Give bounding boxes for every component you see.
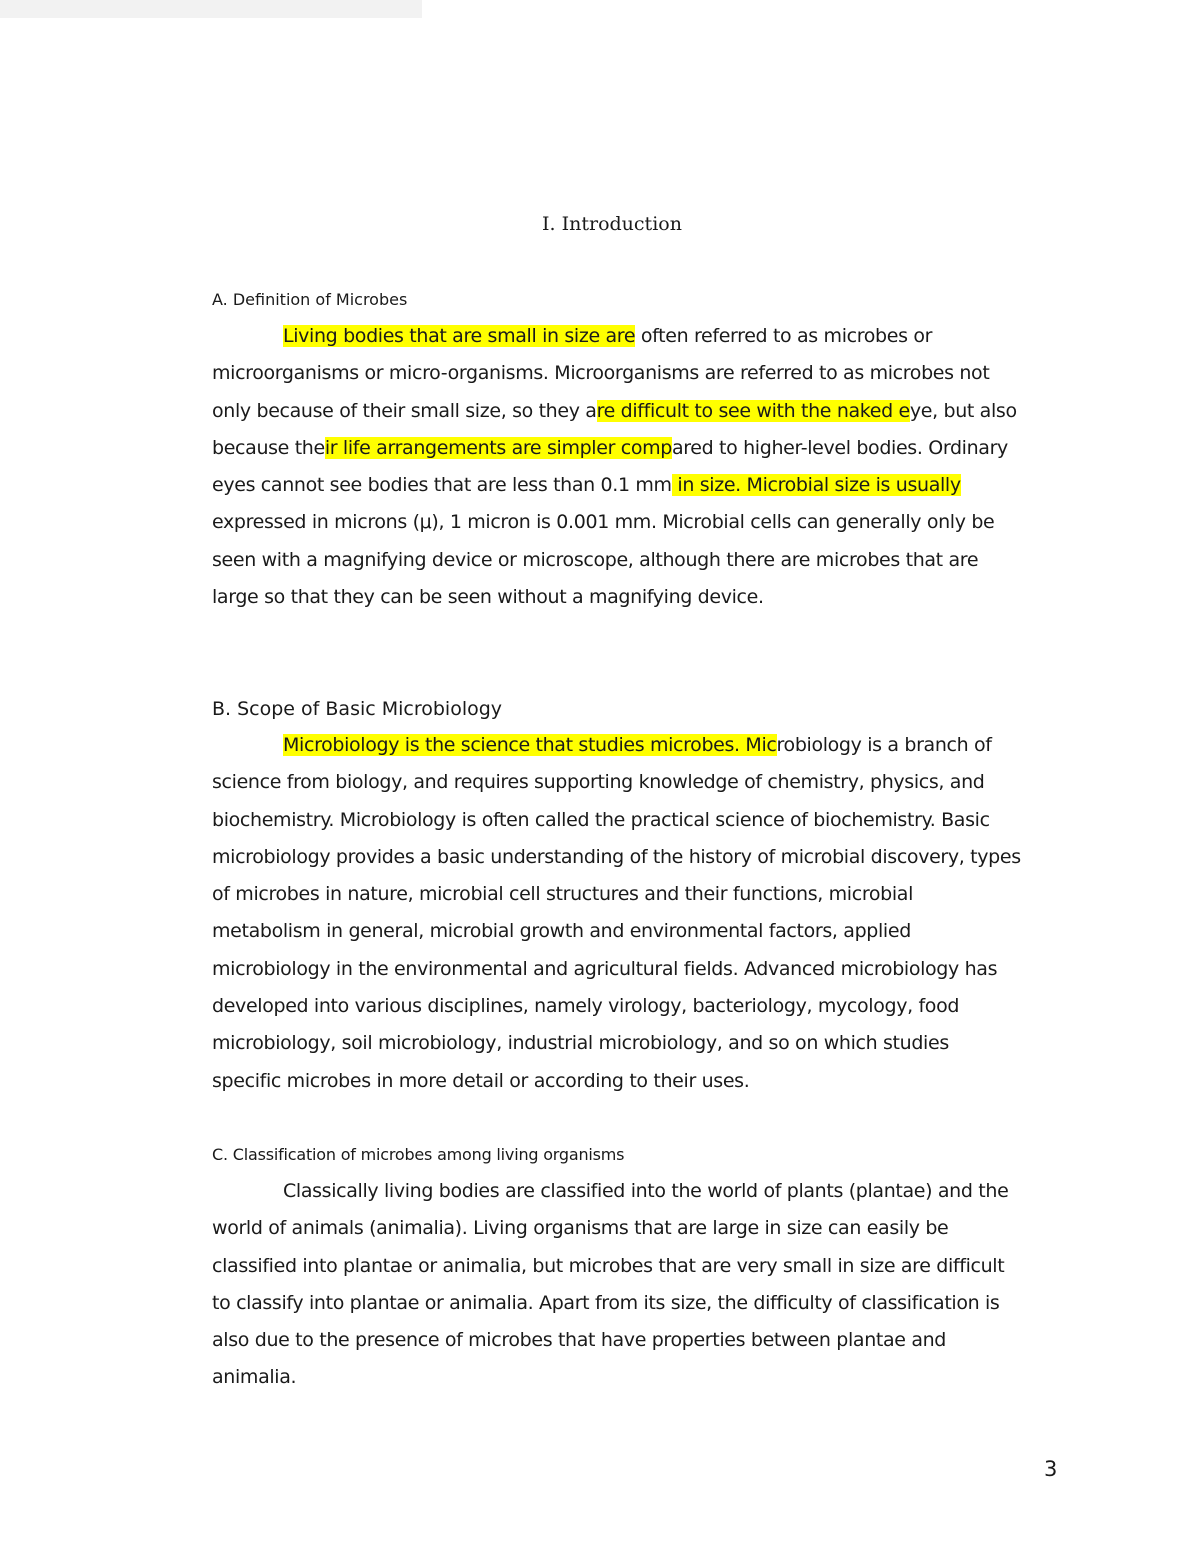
paragraph-line: science from biology, and requires supporting knowledge of chemistry, physics, and [212,771,985,794]
paragraph-line [212,393,1092,430]
paragraph-scope [212,727,1092,1100]
paragraph-line: to classify into plantae or animalia. Apart from its size, the difficulty of classification is [212,1291,1000,1314]
paragraph-line: metabolism in general, microbial growth and environmental factors, applied [212,920,911,943]
text-run: because the [212,436,325,459]
paragraph-line: expressed in microns (μ), 1 micron is 0.001 mm. Microbial cells can generally only be [212,511,995,534]
highlighted-text: Living bodies that are small in size are [283,325,636,347]
paragraph-line: specific microbes in more detail or according to their uses. [212,1069,750,1092]
section-heading-classification: C. Classification of microbes among living organisms [212,1145,625,1164]
paragraph-line: microbiology provides a basic understanding of the history of microbial discovery, types [212,845,1021,868]
paragraph-classification [212,1173,1092,1397]
page-title: I. Introduction [542,213,682,235]
paragraph-line: Classically living bodies are classified into the world of plants (plantae) and the [283,1180,1009,1202]
paragraph-line: animalia. [212,1366,297,1389]
paragraph-line [212,467,1092,504]
section-heading-definition: A. Definition of Microbes [212,290,408,309]
paragraph-line: microbiology, soil microbiology, industrial microbiology, and so on which studies [212,1032,949,1055]
text-run: eyes cannot see bodies that are less than 0.1 mm [212,474,672,497]
top-toolbar-strip [0,0,422,18]
paragraph-line: microorganisms or micro-organisms. Microorganisms are referred to as microbes not [212,362,990,385]
paragraph-line: microbiology in the environmental and agricultural fields. Advanced microbiology has [212,957,998,980]
highlighted-text: Microbiology is the science that studies microbes. Mic [283,734,777,756]
paragraph-line: world of animals (animalia). Living organisms that are large in size can easily be [212,1217,949,1240]
paragraph-line: of microbes in nature, microbial cell structures and their functions, microbial [212,883,913,906]
text-run: only because of their small size, so they a [212,399,597,422]
paragraph-line [212,727,1092,764]
highlighted-text: re difficult to see with the naked e [596,399,910,422]
paragraph-line: classified into plantae or animalia, but microbes that are very small in size are difficult [212,1254,1005,1277]
highlighted-text: in size. Microbial size is usually [671,474,961,497]
paragraph-line: large so that they can be seen without a magnifying device. [212,586,764,609]
highlighted-text: ir life arrangements are simpler comp [324,436,672,459]
text-run: often referred to as microbes or [635,325,933,347]
section-heading-scope: B. Scope of Basic Microbiology [212,698,503,720]
paragraph-line [212,318,1092,355]
paragraph-line: biochemistry. Microbiology is often called the practical science of biochemistry. Basic [212,808,990,831]
text-run: ared to higher-level bodies. Ordinary [671,436,1008,459]
page-number: 3 [1044,1457,1058,1481]
text-run: robiology is a branch of [776,734,992,756]
paragraph-line [212,430,1092,467]
text-run: ye, but also [909,399,1017,422]
paragraph-definition [212,318,1092,616]
paragraph-line: seen with a magnifying device or microscope, although there are microbes that are [212,548,979,571]
paragraph-line: developed into various disciplines, namely virology, bacteriology, mycology, food [212,995,960,1018]
paragraph-line: also due to the presence of microbes that have properties between plantae and [212,1329,947,1352]
